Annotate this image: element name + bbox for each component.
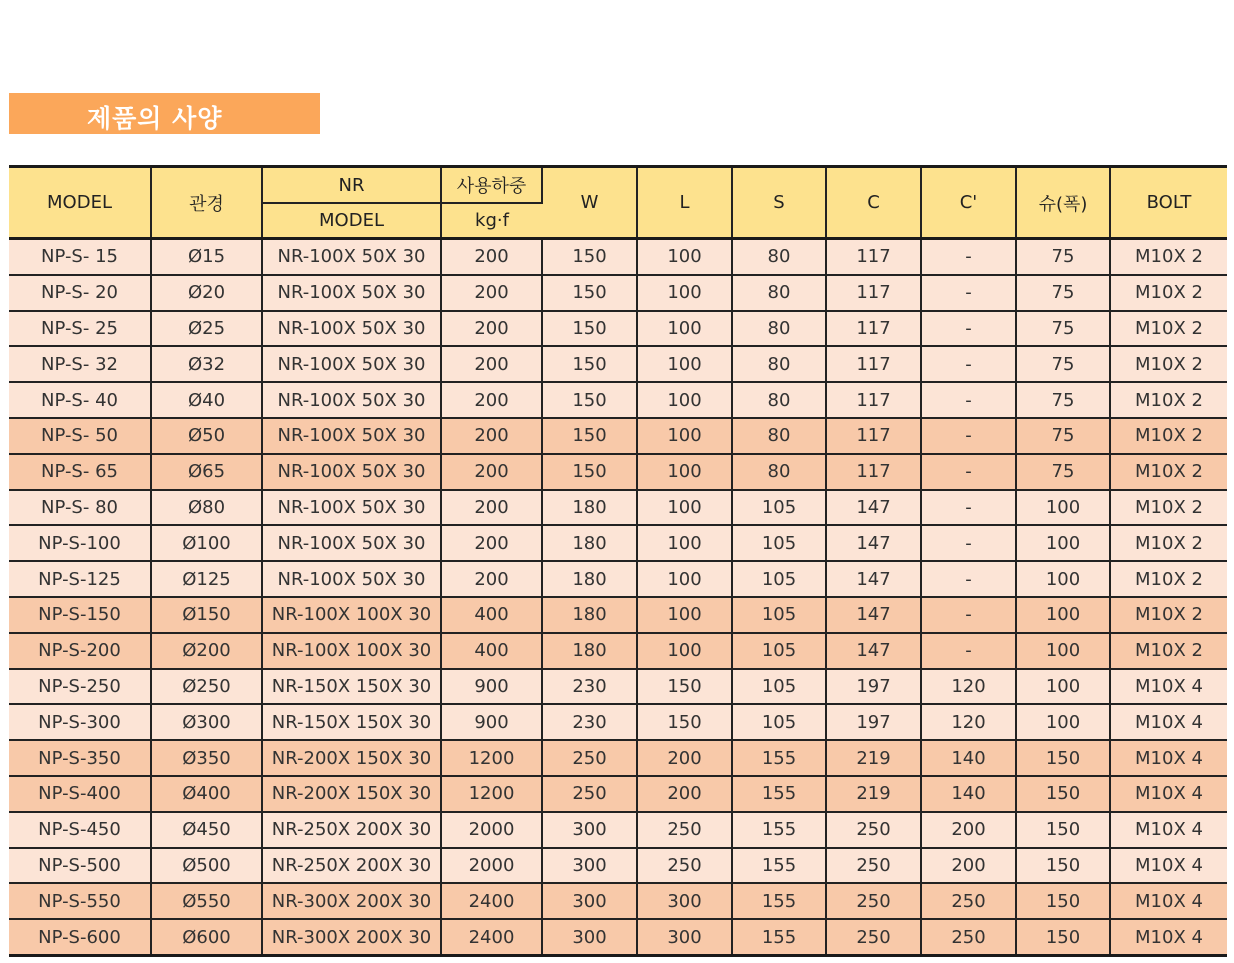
cell-pipe: Ø450 [151, 812, 262, 848]
cell-s: 80 [732, 311, 826, 347]
cell-pipe: Ø100 [151, 525, 262, 561]
header-l: L [637, 167, 732, 239]
cell-shoe: 150 [1016, 883, 1110, 919]
cell-shoe: 100 [1016, 669, 1110, 705]
spec-table [9, 165, 1227, 957]
cell-s: 105 [732, 525, 826, 561]
cell-load: 400 [441, 597, 542, 633]
cell-w: 180 [542, 490, 637, 526]
table-row [9, 812, 1227, 848]
cell-nr-model: NR-100X 50X 30 [262, 346, 441, 382]
cell-w: 150 [542, 454, 637, 490]
cell-load: 400 [441, 633, 542, 669]
cell-nr-model: NR-100X 50X 30 [262, 239, 441, 275]
cell-l: 250 [637, 848, 732, 884]
cell-load: 2000 [441, 812, 542, 848]
header-w: W [542, 167, 637, 239]
cell-w: 300 [542, 848, 637, 884]
cell-bolt: M10X 2 [1110, 311, 1227, 347]
cell-shoe: 75 [1016, 239, 1110, 275]
cell-model: NP-S-300 [9, 704, 151, 740]
table-row [9, 776, 1227, 812]
header-nr-model: MODEL [262, 203, 441, 239]
table-row [9, 883, 1227, 919]
table-row [9, 346, 1227, 382]
cell-c-prime: - [921, 561, 1016, 597]
cell-c: 147 [826, 490, 921, 526]
cell-w: 250 [542, 740, 637, 776]
header-c-prime: C' [921, 167, 1016, 239]
cell-w: 300 [542, 812, 637, 848]
cell-c-prime: - [921, 311, 1016, 347]
cell-l: 150 [637, 704, 732, 740]
cell-s: 155 [732, 848, 826, 884]
cell-s: 105 [732, 561, 826, 597]
cell-c-prime: 120 [921, 669, 1016, 705]
cell-c: 197 [826, 704, 921, 740]
cell-pipe: Ø25 [151, 311, 262, 347]
cell-l: 100 [637, 525, 732, 561]
cell-l: 100 [637, 561, 732, 597]
cell-bolt: M10X 4 [1110, 883, 1227, 919]
cell-model: NP-S-125 [9, 561, 151, 597]
cell-w: 180 [542, 525, 637, 561]
cell-s: 80 [732, 346, 826, 382]
cell-c-prime: 250 [921, 919, 1016, 955]
table-row [9, 382, 1227, 418]
cell-l: 200 [637, 740, 732, 776]
cell-c: 117 [826, 418, 921, 454]
table-row [9, 919, 1227, 955]
cell-c: 250 [826, 812, 921, 848]
cell-pipe: Ø300 [151, 704, 262, 740]
cell-load: 200 [441, 275, 542, 311]
cell-w: 180 [542, 633, 637, 669]
cell-shoe: 75 [1016, 346, 1110, 382]
cell-w: 250 [542, 776, 637, 812]
cell-pipe: Ø32 [151, 346, 262, 382]
cell-c-prime: - [921, 239, 1016, 275]
cell-c: 117 [826, 275, 921, 311]
cell-model: NP-S-200 [9, 633, 151, 669]
cell-nr-model: NR-100X 50X 30 [262, 490, 441, 526]
cell-s: 105 [732, 704, 826, 740]
cell-load: 1200 [441, 776, 542, 812]
cell-s: 105 [732, 490, 826, 526]
cell-w: 150 [542, 346, 637, 382]
cell-model: NP-S- 80 [9, 490, 151, 526]
header-pipe: 관경 [151, 167, 262, 239]
cell-bolt: M10X 4 [1110, 704, 1227, 740]
cell-c-prime: - [921, 525, 1016, 561]
table-row [9, 490, 1227, 526]
cell-model: NP-S-600 [9, 919, 151, 955]
cell-c-prime: 120 [921, 704, 1016, 740]
cell-s: 155 [732, 776, 826, 812]
cell-w: 300 [542, 919, 637, 955]
cell-s: 80 [732, 418, 826, 454]
cell-model: NP-S-500 [9, 848, 151, 884]
header-load-unit: kg·f [441, 203, 542, 239]
cell-l: 100 [637, 633, 732, 669]
cell-model: NP-S- 25 [9, 311, 151, 347]
table-row [9, 239, 1227, 275]
cell-s: 80 [732, 454, 826, 490]
cell-load: 200 [441, 454, 542, 490]
cell-bolt: M10X 2 [1110, 561, 1227, 597]
table-row [9, 704, 1227, 740]
cell-c: 147 [826, 525, 921, 561]
cell-nr-model: NR-300X 200X 30 [262, 919, 441, 955]
cell-load: 200 [441, 311, 542, 347]
cell-bolt: M10X 4 [1110, 669, 1227, 705]
cell-c-prime: - [921, 597, 1016, 633]
cell-c: 117 [826, 346, 921, 382]
cell-nr-model: NR-100X 50X 30 [262, 382, 441, 418]
cell-s: 155 [732, 919, 826, 955]
cell-nr-model: NR-200X 150X 30 [262, 776, 441, 812]
cell-w: 300 [542, 883, 637, 919]
cell-shoe: 75 [1016, 418, 1110, 454]
cell-w: 150 [542, 239, 637, 275]
table-row [9, 561, 1227, 597]
cell-pipe: Ø550 [151, 883, 262, 919]
cell-pipe: Ø400 [151, 776, 262, 812]
cell-nr-model: NR-100X 100X 30 [262, 633, 441, 669]
cell-s: 155 [732, 883, 826, 919]
header-bolt: BOLT [1110, 167, 1227, 239]
cell-pipe: Ø20 [151, 275, 262, 311]
cell-load: 2000 [441, 848, 542, 884]
cell-shoe: 75 [1016, 275, 1110, 311]
cell-c: 250 [826, 919, 921, 955]
cell-model: NP-S-400 [9, 776, 151, 812]
cell-pipe: Ø80 [151, 490, 262, 526]
cell-bolt: M10X 2 [1110, 633, 1227, 669]
cell-w: 230 [542, 669, 637, 705]
cell-load: 200 [441, 561, 542, 597]
section-title: 제품의 사양 [87, 104, 223, 133]
cell-s: 155 [732, 740, 826, 776]
cell-c-prime: - [921, 382, 1016, 418]
cell-c: 117 [826, 239, 921, 275]
cell-c-prime: - [921, 418, 1016, 454]
cell-c: 147 [826, 633, 921, 669]
cell-c-prime: 200 [921, 812, 1016, 848]
cell-c: 117 [826, 454, 921, 490]
cell-bolt: M10X 4 [1110, 776, 1227, 812]
cell-bolt: M10X 2 [1110, 418, 1227, 454]
cell-load: 2400 [441, 919, 542, 955]
cell-l: 300 [637, 919, 732, 955]
table-header [9, 167, 1227, 239]
cell-c: 250 [826, 848, 921, 884]
cell-w: 150 [542, 382, 637, 418]
cell-bolt: M10X 2 [1110, 382, 1227, 418]
cell-pipe: Ø150 [151, 597, 262, 633]
table-row [9, 525, 1227, 561]
cell-shoe: 150 [1016, 776, 1110, 812]
cell-shoe: 100 [1016, 490, 1110, 526]
cell-load: 200 [441, 346, 542, 382]
cell-bolt: M10X 4 [1110, 740, 1227, 776]
cell-c-prime: - [921, 490, 1016, 526]
cell-model: NP-S- 65 [9, 454, 151, 490]
cell-l: 100 [637, 239, 732, 275]
cell-pipe: Ø250 [151, 669, 262, 705]
header-c: C [826, 167, 921, 239]
table-row [9, 418, 1227, 454]
cell-l: 250 [637, 812, 732, 848]
cell-bolt: M10X 4 [1110, 812, 1227, 848]
cell-c: 117 [826, 311, 921, 347]
cell-load: 1200 [441, 740, 542, 776]
cell-shoe: 100 [1016, 525, 1110, 561]
header-load: 사용하중 [441, 167, 542, 204]
cell-c: 250 [826, 883, 921, 919]
header-shoe: 슈(폭) [1016, 167, 1110, 239]
cell-shoe: 150 [1016, 812, 1110, 848]
table-body [9, 239, 1227, 956]
cell-shoe: 150 [1016, 740, 1110, 776]
cell-model: NP-S- 20 [9, 275, 151, 311]
cell-bolt: M10X 2 [1110, 454, 1227, 490]
table-row [9, 597, 1227, 633]
cell-nr-model: NR-300X 200X 30 [262, 883, 441, 919]
cell-c: 219 [826, 740, 921, 776]
cell-model: NP-S- 40 [9, 382, 151, 418]
cell-w: 180 [542, 597, 637, 633]
cell-bolt: M10X 2 [1110, 490, 1227, 526]
table-row [9, 275, 1227, 311]
cell-c-prime: - [921, 633, 1016, 669]
cell-shoe: 100 [1016, 633, 1110, 669]
cell-load: 200 [441, 525, 542, 561]
table-row [9, 740, 1227, 776]
cell-model: NP-S-550 [9, 883, 151, 919]
cell-pipe: Ø65 [151, 454, 262, 490]
cell-model: NP-S-100 [9, 525, 151, 561]
cell-l: 100 [637, 311, 732, 347]
cell-shoe: 150 [1016, 848, 1110, 884]
cell-w: 180 [542, 561, 637, 597]
cell-pipe: Ø350 [151, 740, 262, 776]
cell-model: NP-S-350 [9, 740, 151, 776]
cell-nr-model: NR-100X 50X 30 [262, 275, 441, 311]
cell-model: NP-S-150 [9, 597, 151, 633]
cell-model: NP-S-250 [9, 669, 151, 705]
cell-nr-model: NR-100X 50X 30 [262, 311, 441, 347]
cell-c: 117 [826, 382, 921, 418]
cell-nr-model: NR-150X 150X 30 [262, 669, 441, 705]
cell-nr-model: NR-250X 200X 30 [262, 848, 441, 884]
section-title-bar [9, 93, 320, 134]
cell-pipe: Ø40 [151, 382, 262, 418]
cell-c: 197 [826, 669, 921, 705]
cell-load: 900 [441, 704, 542, 740]
cell-s: 80 [732, 275, 826, 311]
cell-load: 200 [441, 418, 542, 454]
cell-w: 150 [542, 418, 637, 454]
cell-load: 2400 [441, 883, 542, 919]
cell-bolt: M10X 4 [1110, 919, 1227, 955]
cell-nr-model: NR-100X 50X 30 [262, 525, 441, 561]
cell-shoe: 75 [1016, 454, 1110, 490]
cell-l: 100 [637, 346, 732, 382]
cell-nr-model: NR-100X 50X 30 [262, 418, 441, 454]
cell-pipe: Ø600 [151, 919, 262, 955]
cell-l: 100 [637, 490, 732, 526]
cell-c: 219 [826, 776, 921, 812]
cell-bolt: M10X 2 [1110, 597, 1227, 633]
cell-w: 150 [542, 311, 637, 347]
cell-c: 147 [826, 597, 921, 633]
cell-nr-model: NR-150X 150X 30 [262, 704, 441, 740]
cell-model: NP-S- 50 [9, 418, 151, 454]
cell-l: 100 [637, 275, 732, 311]
table-row [9, 669, 1227, 705]
cell-model: NP-S- 32 [9, 346, 151, 382]
cell-load: 200 [441, 239, 542, 275]
cell-c-prime: 250 [921, 883, 1016, 919]
cell-l: 100 [637, 597, 732, 633]
cell-s: 105 [732, 597, 826, 633]
cell-l: 200 [637, 776, 732, 812]
cell-c-prime: 200 [921, 848, 1016, 884]
cell-c: 147 [826, 561, 921, 597]
cell-nr-model: NR-250X 200X 30 [262, 812, 441, 848]
cell-nr-model: NR-100X 50X 30 [262, 561, 441, 597]
cell-l: 100 [637, 418, 732, 454]
table-row [9, 633, 1227, 669]
cell-w: 230 [542, 704, 637, 740]
cell-l: 100 [637, 382, 732, 418]
cell-load: 900 [441, 669, 542, 705]
cell-shoe: 100 [1016, 597, 1110, 633]
cell-bolt: M10X 2 [1110, 346, 1227, 382]
cell-model: NP-S-450 [9, 812, 151, 848]
table-row [9, 454, 1227, 490]
cell-model: NP-S- 15 [9, 239, 151, 275]
cell-nr-model: NR-100X 50X 30 [262, 454, 441, 490]
cell-s: 80 [732, 239, 826, 275]
cell-shoe: 150 [1016, 919, 1110, 955]
cell-bolt: M10X 4 [1110, 848, 1227, 884]
cell-pipe: Ø15 [151, 239, 262, 275]
cell-pipe: Ø200 [151, 633, 262, 669]
cell-s: 155 [732, 812, 826, 848]
cell-c-prime: 140 [921, 740, 1016, 776]
cell-l: 100 [637, 454, 732, 490]
cell-shoe: 75 [1016, 311, 1110, 347]
cell-l: 150 [637, 669, 732, 705]
cell-c-prime: - [921, 346, 1016, 382]
cell-c-prime: - [921, 454, 1016, 490]
cell-load: 200 [441, 382, 542, 418]
cell-shoe: 100 [1016, 561, 1110, 597]
cell-bolt: M10X 2 [1110, 275, 1227, 311]
cell-w: 150 [542, 275, 637, 311]
cell-bolt: M10X 2 [1110, 239, 1227, 275]
cell-pipe: Ø125 [151, 561, 262, 597]
cell-s: 105 [732, 669, 826, 705]
cell-c-prime: 140 [921, 776, 1016, 812]
cell-load: 200 [441, 490, 542, 526]
table-row [9, 848, 1227, 884]
cell-shoe: 100 [1016, 704, 1110, 740]
cell-c-prime: - [921, 275, 1016, 311]
cell-nr-model: NR-200X 150X 30 [262, 740, 441, 776]
cell-s: 105 [732, 633, 826, 669]
table-row [9, 311, 1227, 347]
cell-pipe: Ø50 [151, 418, 262, 454]
cell-nr-model: NR-100X 100X 30 [262, 597, 441, 633]
header-s: S [732, 167, 826, 239]
cell-shoe: 75 [1016, 382, 1110, 418]
cell-bolt: M10X 2 [1110, 525, 1227, 561]
header-nr: NR [262, 167, 441, 204]
cell-l: 300 [637, 883, 732, 919]
cell-pipe: Ø500 [151, 848, 262, 884]
header-model: MODEL [9, 167, 151, 239]
cell-s: 80 [732, 382, 826, 418]
